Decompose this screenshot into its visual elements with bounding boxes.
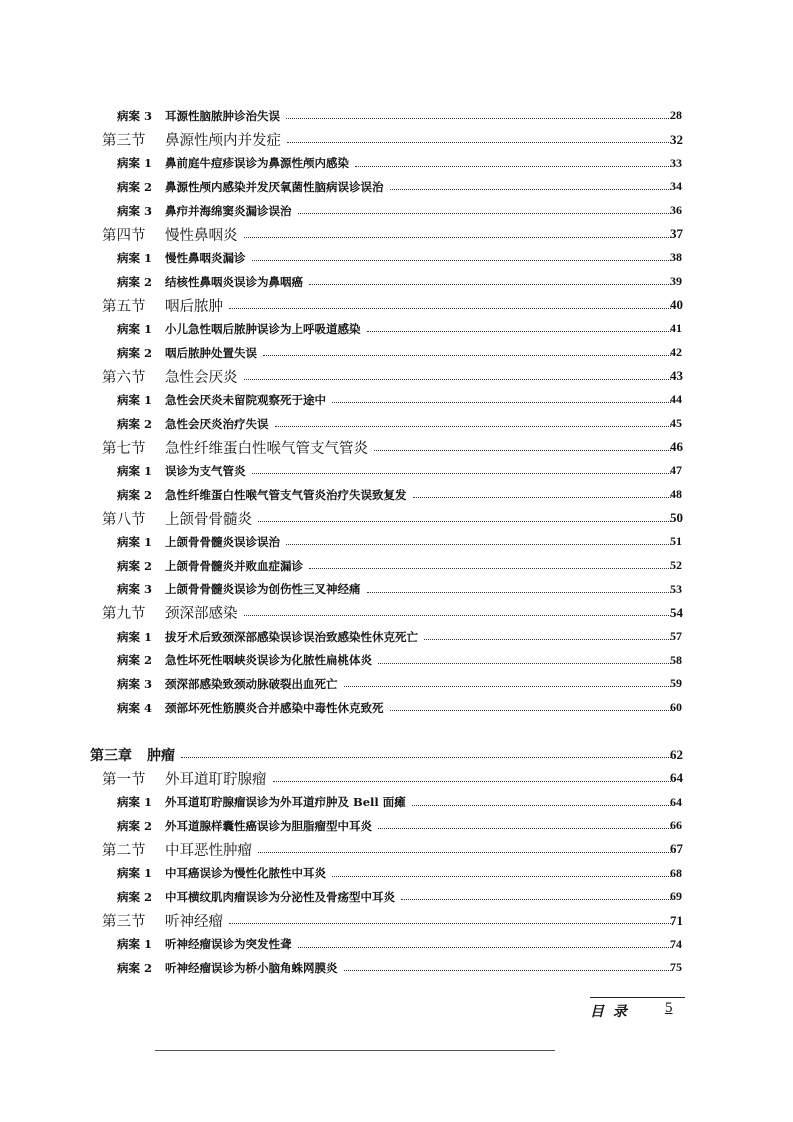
toc-case-entry[interactable] xyxy=(0,932,793,956)
entry-title: 慢性鼻咽炎漏诊 xyxy=(165,250,246,265)
toc-section-entry[interactable] xyxy=(0,435,793,459)
dot-leader xyxy=(367,331,671,332)
dot-leader xyxy=(244,615,671,616)
entry-title: 上颌骨骨髓炎并败血症漏诊 xyxy=(165,558,303,573)
dot-leader xyxy=(378,663,671,664)
dot-leader xyxy=(244,237,671,238)
toc-section-entry[interactable] xyxy=(0,909,793,933)
dot-leader xyxy=(286,544,671,545)
entry-label: 病案 3 xyxy=(117,108,153,123)
entry-label: 病案 1 xyxy=(117,937,153,952)
toc-case-entry[interactable] xyxy=(0,956,793,980)
toc-case-entry[interactable] xyxy=(0,459,793,483)
entry-label: 病案 2 xyxy=(117,345,153,360)
entry-title: 急性会厌炎 xyxy=(165,369,238,386)
footer-section-name: 目 录 xyxy=(590,1004,629,1020)
dot-leader xyxy=(275,426,671,427)
dot-leader xyxy=(332,402,671,403)
toc-section-entry[interactable] xyxy=(0,601,793,625)
entry-title: 上颌骨骨髓炎误诊误治 xyxy=(165,534,280,549)
entry-title: 鼻源性颅内并发症 xyxy=(165,133,281,149)
entry-title: 急性会厌炎治疗失误 xyxy=(165,416,269,431)
entry-page-number: 57 xyxy=(670,629,682,644)
footer-page-number: 5 xyxy=(665,1000,673,1016)
entry-page-number: 51 xyxy=(670,534,682,549)
entry-title: 外耳道耵聍腺瘤 xyxy=(165,771,267,788)
toc-case-entry[interactable] xyxy=(0,625,793,649)
dot-leader xyxy=(298,213,671,214)
entry-title: 咽后脓肿处置失误 xyxy=(165,345,257,360)
toc-case-entry[interactable] xyxy=(0,341,793,365)
dot-leader xyxy=(413,497,671,498)
entry-title: 结核性鼻咽炎误诊为鼻咽癌 xyxy=(165,274,303,289)
entry-label: 病案 4 xyxy=(117,700,153,715)
dot-leader xyxy=(244,379,671,380)
entry-title: 急性纤维蛋白性喉气管支气管炎 xyxy=(165,440,368,457)
entry-label: 病案 2 xyxy=(117,653,153,668)
entry-page-number: 44 xyxy=(670,392,682,407)
entry-page-number: 75 xyxy=(670,960,682,975)
toc-section-entry[interactable] xyxy=(0,364,793,388)
entry-page-number: 53 xyxy=(670,581,682,596)
toc-case-entry[interactable] xyxy=(0,814,793,838)
entry-label: 病案 2 xyxy=(117,818,153,833)
entry-page-number: 37 xyxy=(670,226,683,242)
dot-leader xyxy=(309,284,671,285)
entry-page-number: 74 xyxy=(670,936,682,951)
dot-leader xyxy=(344,686,671,687)
entry-label: 第五节 xyxy=(102,298,146,315)
entry-label: 病案 2 xyxy=(117,274,153,289)
dot-leader xyxy=(412,805,671,806)
dot-leader xyxy=(263,355,671,356)
entry-page-number: 45 xyxy=(670,416,682,431)
dot-leader xyxy=(401,899,671,900)
entry-page-number: 64 xyxy=(670,770,683,786)
entry-title: 中耳癌误诊为慢性化脓性中耳炎 xyxy=(165,866,326,881)
entry-title: 拔牙术后致颈深部感染误诊误治致感染性休克死亡 xyxy=(165,629,418,644)
toc-chapter-entry[interactable] xyxy=(0,743,793,767)
dot-leader xyxy=(374,450,671,451)
entry-title: 肿瘤 xyxy=(147,747,175,764)
toc-case-entry[interactable] xyxy=(0,790,793,814)
dot-leader xyxy=(332,876,671,877)
entry-title: 听神经瘤误诊为突发性聋 xyxy=(165,937,292,952)
dot-leader xyxy=(344,970,671,971)
entry-title: 小儿急性咽后脓肿误诊为上呼吸道感染 xyxy=(165,321,361,336)
toc-section-entry[interactable] xyxy=(0,293,793,317)
entry-label: 病案 2 xyxy=(117,960,153,975)
entry-title: 鼻前庭牛痘疹误诊为鼻源性颅内感染 xyxy=(165,156,349,171)
toc-case-entry[interactable] xyxy=(0,554,793,578)
entry-title: 颈部坏死性筋膜炎合并感染中毒性休克致死 xyxy=(165,700,384,715)
entry-page-number: 43 xyxy=(670,368,683,384)
entry-page-number: 54 xyxy=(670,604,683,620)
entry-page-number: 66 xyxy=(670,818,682,833)
entry-page-number: 42 xyxy=(670,345,682,360)
entry-page-number: 62 xyxy=(670,746,683,762)
dot-leader xyxy=(273,781,671,782)
entry-page-number: 39 xyxy=(670,274,682,289)
entry-title: 慢性鼻咽炎 xyxy=(165,227,238,244)
entry-page-number: 52 xyxy=(670,558,682,573)
dot-leader xyxy=(229,308,671,309)
dot-leader xyxy=(390,189,671,190)
entry-title: 咽后脓肿 xyxy=(165,298,223,315)
table-of-contents xyxy=(0,104,793,980)
entry-page-number: 71 xyxy=(670,912,683,928)
toc-section-entry[interactable] xyxy=(0,222,793,246)
entry-label: 病案 2 xyxy=(117,416,153,431)
entry-label: 病案 3 xyxy=(117,676,153,691)
entry-label: 病案 3 xyxy=(117,203,153,218)
entry-label: 病案 2 xyxy=(117,179,153,194)
entry-page-number: 41 xyxy=(670,321,682,336)
dot-leader xyxy=(378,828,671,829)
dot-leader xyxy=(367,592,671,593)
toc-case-entry[interactable] xyxy=(0,270,793,294)
entry-label: 第二节 xyxy=(102,842,146,859)
entry-label: 第一节 xyxy=(102,771,146,788)
entry-page-number: 64 xyxy=(670,794,682,809)
entry-label: 第三节 xyxy=(102,914,146,930)
toc-case-entry[interactable] xyxy=(0,246,793,270)
dot-leader xyxy=(390,710,671,711)
entry-page-number: 50 xyxy=(670,510,683,526)
entry-page-number: 69 xyxy=(670,889,682,904)
entry-page-number: 32 xyxy=(670,131,683,147)
entry-page-number: 34 xyxy=(670,179,682,194)
toc-case-entry[interactable] xyxy=(0,672,793,696)
entry-title: 耳源性脑脓肿诊治失误 xyxy=(165,108,280,123)
entry-label: 病案 1 xyxy=(117,392,153,407)
toc-case-entry[interactable] xyxy=(0,317,793,341)
entry-page-number: 59 xyxy=(670,676,682,691)
toc-case-entry[interactable] xyxy=(0,151,793,175)
entry-page-number: 67 xyxy=(670,841,683,857)
entry-label: 第九节 xyxy=(102,606,146,623)
toc-case-entry[interactable] xyxy=(0,199,793,223)
entry-title: 听神经瘤误诊为桥小脑角蛛网膜炎 xyxy=(165,960,338,975)
entry-title: 急性坏死性咽峡炎误诊为化脓性扁桃体炎 xyxy=(165,653,372,668)
entry-page-number: 40 xyxy=(670,297,683,313)
toc-case-entry[interactable] xyxy=(0,861,793,885)
toc-case-entry[interactable] xyxy=(0,412,793,436)
toc-case-entry[interactable] xyxy=(0,388,793,412)
entry-page-number: 28 xyxy=(670,108,682,123)
entry-page-number: 33 xyxy=(670,155,682,170)
entry-title: 中耳恶性肿瘤 xyxy=(165,842,252,859)
toc-section-entry[interactable] xyxy=(0,506,793,530)
toc-case-entry[interactable] xyxy=(0,577,793,601)
entry-title: 颈深部感染致颈动脉破裂出血死亡 xyxy=(165,676,338,691)
toc-case-entry[interactable] xyxy=(0,175,793,199)
dot-leader xyxy=(258,521,671,522)
entry-label: 病案 1 xyxy=(117,629,153,644)
entry-label: 病案 1 xyxy=(117,866,153,881)
entry-title: 急性会厌炎未留院观察死于途中 xyxy=(165,392,326,407)
entry-label: 第七节 xyxy=(102,440,146,457)
dot-leader xyxy=(258,852,671,853)
entry-label: 病案 1 xyxy=(117,250,153,265)
entry-label: 第六节 xyxy=(102,369,146,386)
entry-label: 第三章 xyxy=(90,747,132,764)
toc-case-entry[interactable] xyxy=(0,483,793,507)
dot-leader xyxy=(424,639,671,640)
dot-leader xyxy=(287,142,671,143)
toc-case-entry[interactable] xyxy=(0,885,793,909)
footer-rule xyxy=(590,997,685,998)
entry-page-number: 36 xyxy=(670,203,682,218)
entry-label: 病案 2 xyxy=(117,487,153,502)
entry-page-number: 68 xyxy=(670,865,682,880)
toc-case-entry[interactable] xyxy=(0,104,793,128)
entry-title: 误诊为支气管炎 xyxy=(165,463,246,478)
dot-leader xyxy=(229,923,671,924)
toc-case-entry[interactable] xyxy=(0,696,793,720)
entry-label: 病案 1 xyxy=(117,534,153,549)
entry-label: 病案 2 xyxy=(117,889,153,904)
toc-case-entry[interactable] xyxy=(0,648,793,672)
entry-title: 上颌骨骨髓炎误诊为创伤性三叉神经痛 xyxy=(165,582,361,597)
entry-title: 听神经瘤 xyxy=(165,914,223,930)
entry-page-number: 60 xyxy=(670,700,682,715)
scan-artifact-line xyxy=(155,1050,555,1051)
entry-label: 第三节 xyxy=(102,133,146,149)
entry-label: 病案 3 xyxy=(117,582,153,597)
entry-title: 中耳横纹肌肉瘤误诊为分泌性及骨疡型中耳炎 xyxy=(165,889,395,904)
entry-title: 鼻疖并海绵窦炎漏诊误治 xyxy=(165,203,292,218)
dot-leader xyxy=(309,568,671,569)
dot-leader xyxy=(286,118,671,119)
entry-title: 鼻源性颅内感染并发厌氧菌性脑病误诊误治 xyxy=(165,179,384,194)
entry-label: 第八节 xyxy=(102,511,146,528)
dot-leader xyxy=(252,473,671,474)
entry-label: 第四节 xyxy=(102,227,146,244)
dot-leader xyxy=(355,166,671,167)
dot-leader xyxy=(252,260,671,261)
entry-page-number: 46 xyxy=(670,439,683,455)
entry-page-number: 58 xyxy=(670,652,682,667)
entry-title: 上颌骨骨髓炎 xyxy=(165,511,252,528)
toc-section-entry[interactable] xyxy=(0,128,793,152)
toc-section-entry[interactable] xyxy=(0,838,793,862)
toc-section-entry[interactable] xyxy=(0,767,793,791)
entry-label: 病案 1 xyxy=(117,321,153,336)
entry-label: 病案 1 xyxy=(117,795,153,810)
entry-page-number: 47 xyxy=(670,463,682,478)
dot-leader xyxy=(298,947,671,948)
entry-title: 外耳道耵聍腺瘤误诊为外耳道疖肿及 Bell 面瘫 xyxy=(165,795,406,810)
entry-page-number: 38 xyxy=(670,250,682,265)
entry-title: 急性纤维蛋白性喉气管支气管炎治疗失误致复发 xyxy=(165,487,407,502)
entry-page-number: 48 xyxy=(670,487,682,502)
entry-title: 颈深部感染 xyxy=(165,606,238,623)
toc-case-entry[interactable] xyxy=(0,530,793,554)
entry-label: 病案 2 xyxy=(117,558,153,573)
entry-title: 外耳道腺样囊性癌误诊为胆脂瘤型中耳炎 xyxy=(165,818,372,833)
dot-leader xyxy=(181,757,671,758)
entry-label: 病案 1 xyxy=(117,156,153,171)
entry-label: 病案 1 xyxy=(117,463,153,478)
